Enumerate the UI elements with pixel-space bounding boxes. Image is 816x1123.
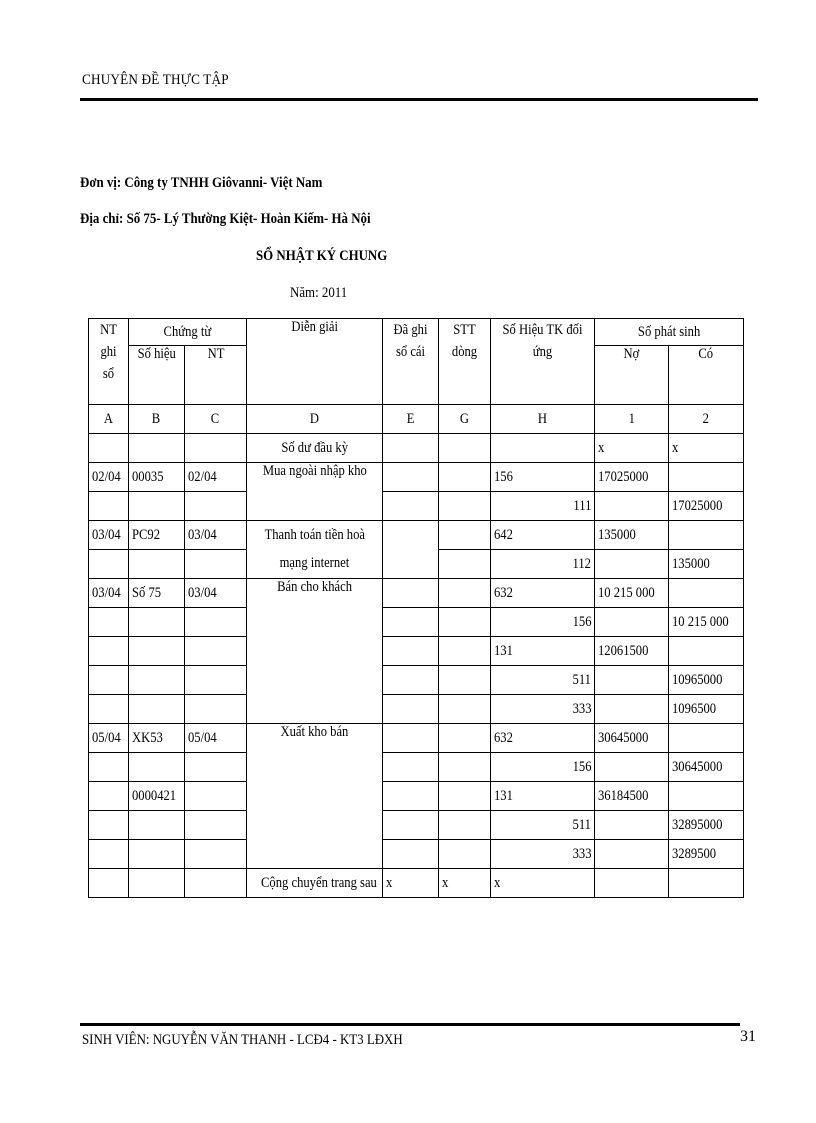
carry-forward-e: x	[383, 869, 439, 898]
entry-credit: 135000	[669, 550, 744, 579]
table-row	[89, 724, 744, 753]
code-cell: H	[491, 405, 595, 434]
code-cell: C	[185, 405, 247, 434]
entry-credit	[669, 724, 744, 753]
entry-account: 131	[491, 782, 595, 811]
document-header-title: CHUYÊN ĐỀ THỰC TẬP	[82, 72, 229, 88]
entry-account: 511	[491, 811, 595, 840]
entry-credit	[669, 521, 744, 550]
carry-forward-g: x	[439, 869, 491, 898]
entry-debit	[595, 753, 669, 782]
company-unit: Đơn vị: Công ty TNHH Giôvanni- Việt Nam	[80, 175, 323, 191]
entry-description: Bán cho khách	[247, 579, 383, 724]
entry-debit: 17025000	[595, 463, 669, 492]
entry-account: 511	[491, 666, 595, 695]
table-row	[89, 492, 744, 521]
entry-account: 156	[491, 753, 595, 782]
entry-debit	[595, 811, 669, 840]
entry-description: Thanh toán tiền hoà	[247, 521, 383, 550]
entry-credit	[669, 579, 744, 608]
entry-date: 05/04	[89, 724, 129, 753]
table-row	[89, 782, 744, 811]
header-stt-dong: STT dòng	[439, 319, 491, 405]
entry-doc-no: 0000421	[129, 782, 185, 811]
general-journal-table	[88, 318, 744, 898]
entry-credit: 30645000	[669, 753, 744, 782]
entry-description: Mua ngoài nhập kho	[247, 463, 383, 521]
code-cell: A	[89, 405, 129, 434]
entry-doc-no: Số 75	[129, 579, 185, 608]
entry-credit	[669, 463, 744, 492]
entry-doc-date: 05/04	[185, 724, 247, 753]
entry-account: 632	[491, 724, 595, 753]
header-chung-tu: Chứng từ	[129, 319, 247, 346]
entry-doc-date: 02/04	[185, 463, 247, 492]
header-dien-giai: Diễn giải	[247, 319, 383, 405]
entry-debit: 10 215 000	[595, 579, 669, 608]
table-row	[89, 753, 744, 782]
table-row	[89, 666, 744, 695]
entry-date: 02/04	[89, 463, 129, 492]
column-code-row	[89, 405, 744, 434]
entry-account: 156	[491, 463, 595, 492]
company-address: Địa chỉ: Số 75- Lý Thường Kiệt- Hoàn Kiếm- Hà Nội	[80, 211, 371, 227]
entry-debit	[595, 608, 669, 637]
code-cell: B	[129, 405, 185, 434]
entry-debit	[595, 695, 669, 724]
header-co: Có	[669, 346, 744, 405]
entry-credit: 17025000	[669, 492, 744, 521]
header-no: Nợ	[595, 346, 669, 405]
entry-debit	[595, 550, 669, 579]
entry-debit: 30645000	[595, 724, 669, 753]
entry-credit	[669, 637, 744, 666]
carry-forward-h: x	[491, 869, 595, 898]
table-row	[89, 840, 744, 869]
code-cell: D	[247, 405, 383, 434]
footer-student: SINH VIÊN: NGUYỄN VĂN THANH - LCĐ4 - KT3 LĐXH	[82, 1032, 403, 1048]
page-number: 31	[740, 1028, 756, 1045]
entry-credit	[669, 782, 744, 811]
entry-doc-date: 03/04	[185, 521, 247, 550]
entry-doc-no: XK53	[129, 724, 185, 753]
table-row	[89, 811, 744, 840]
entry-credit: 3289500	[669, 840, 744, 869]
entry-debit	[595, 666, 669, 695]
entry-account: 642	[491, 521, 595, 550]
entry-account: 632	[491, 579, 595, 608]
entry-doc-date: 03/04	[185, 579, 247, 608]
code-cell: 1	[595, 405, 669, 434]
entry-description-cont: mạng internet	[247, 550, 383, 579]
entry-account: 112	[491, 550, 595, 579]
table-row	[89, 550, 744, 579]
footer-rule	[80, 1023, 740, 1026]
header-da-ghi-so-cai: Đã ghi sổ cái	[383, 319, 439, 405]
entry-credit: 32895000	[669, 811, 744, 840]
entry-description: Xuất kho bán	[247, 724, 383, 869]
header-so-phat-sinh: Số phát sinh	[595, 319, 744, 346]
journal-year: Năm: 2011	[290, 285, 348, 301]
table-row	[89, 637, 744, 666]
entry-doc-no: PC92	[129, 521, 185, 550]
header-nt-ghi-so: NT ghi sổ	[89, 319, 129, 405]
table-header-row	[89, 319, 744, 346]
table-row	[89, 608, 744, 637]
code-cell: 2	[669, 405, 744, 434]
entry-credit: 10965000	[669, 666, 744, 695]
table-row	[89, 869, 744, 898]
entry-account: 333	[491, 840, 595, 869]
entry-debit: 12061500	[595, 637, 669, 666]
table-row	[89, 521, 744, 550]
entry-date: 03/04	[89, 521, 129, 550]
table-row	[89, 579, 744, 608]
entry-credit: 1096500	[669, 695, 744, 724]
code-cell: G	[439, 405, 491, 434]
header-nt: NT	[185, 346, 247, 405]
entry-account: 111	[491, 492, 595, 521]
entry-credit: 10 215 000	[669, 608, 744, 637]
opening-no: x	[595, 434, 669, 463]
journal-title: SỔ NHẬT KÝ CHUNG	[256, 248, 388, 264]
opening-co: x	[669, 434, 744, 463]
entry-debit: 135000	[595, 521, 669, 550]
entry-debit	[595, 840, 669, 869]
table-row	[89, 463, 744, 492]
header-rule	[80, 98, 758, 101]
entry-date: 03/04	[89, 579, 129, 608]
entry-doc-no: 00035	[129, 463, 185, 492]
carry-forward-label: Cộng chuyển trang sau	[247, 869, 383, 898]
opening-balance-label: Số dư đầu kỳ	[247, 434, 383, 463]
table-row	[89, 434, 744, 463]
table-row	[89, 695, 744, 724]
entry-account: 131	[491, 637, 595, 666]
entry-debit: 36184500	[595, 782, 669, 811]
header-so-hieu: Số hiệu	[129, 346, 185, 405]
code-cell: E	[383, 405, 439, 434]
header-so-hieu-tk: Số Hiệu TK đối ứng	[491, 319, 595, 405]
entry-account: 156	[491, 608, 595, 637]
entry-debit	[595, 492, 669, 521]
entry-account: 333	[491, 695, 595, 724]
